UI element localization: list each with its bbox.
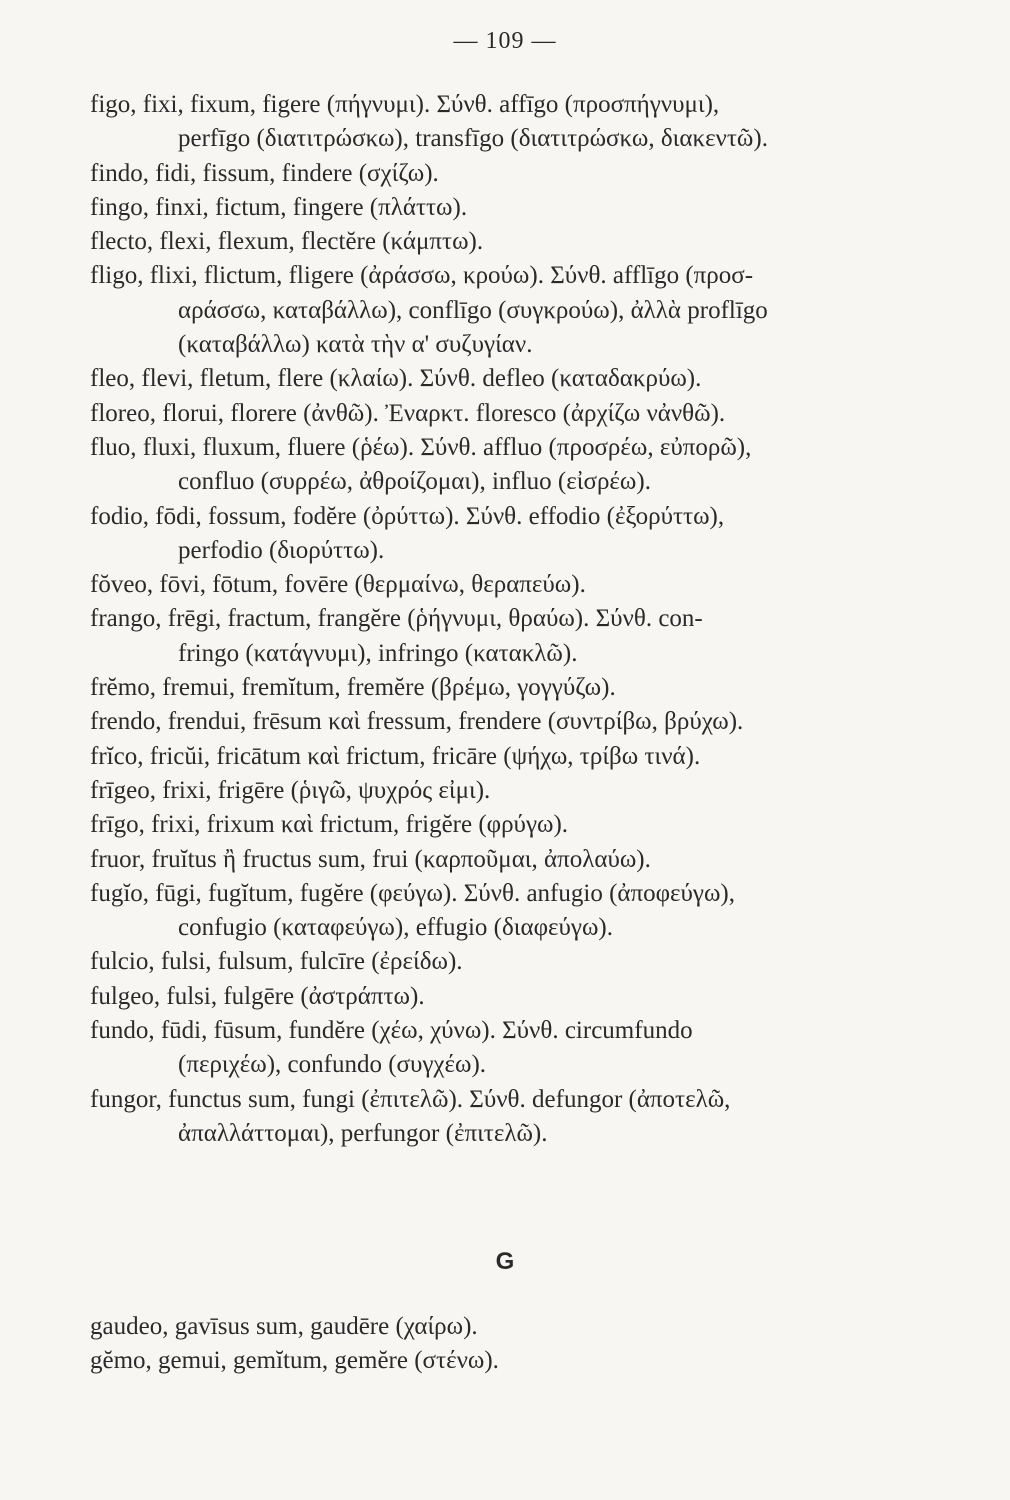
entry-headline: fingo, finxi, fictum, fingere (πλάττω). [90, 193, 468, 221]
entry-continuation: ἀπαλλάττομαι), perfungor (ἐπιτελῶ). [178, 1119, 548, 1147]
entry-headline: fungor, functus sum, fungi (ἐπιτελῶ). Σύνθ. defungor (ἀποτελῶ, [90, 1085, 731, 1113]
entry-headline: frīgeo, frixi, frigēre (ῥιγῶ, ψυχρός εἰμι). [90, 776, 491, 804]
entries-f [90, 88, 950, 1151]
entry-continuation: (καταβάλλω) κατὰ τὴν α' συζυγίαν. [178, 331, 533, 359]
dictionary-entry [90, 191, 950, 225]
dictionary-entry [90, 431, 950, 500]
dictionary-entry [90, 1310, 950, 1344]
dictionary-entry [90, 88, 950, 157]
entry-headline: fulcio, fulsi, fulsum, fulcīre (ἐρείδω). [90, 948, 463, 976]
entry-headline: floreo, florui, florere (ἀνθῶ). Ἐναρκτ. floresco (ἀρχίζω νἀνθῶ). [90, 399, 726, 427]
dictionary-entry [90, 740, 950, 774]
dictionary-entry [90, 671, 950, 705]
dictionary-entry [90, 877, 950, 946]
entry-headline: fŏveo, fōvi, fōtum, fovēre (θερμαίνω, θεραπεύω). [90, 571, 586, 599]
entry-headline: fluo, fluxi, fluxum, fluere (ῥέω). Σύνθ. affluo (προσρέω, εὐπορῶ), [90, 433, 752, 461]
entry-headline: frīgo, frixi, frixum καὶ frictum, frigĕre (φρύγω). [90, 811, 569, 839]
entry-headline: findo, fidi, fissum, findere (σχίζω). [90, 159, 439, 187]
dictionary-entry [90, 500, 950, 569]
dictionary-entry [90, 808, 950, 842]
dictionary-entry [90, 774, 950, 808]
entry-continuation: perfīgo (διατιτρώσκω), transfīgo (διατιτρώσκω, διακεντῶ). [178, 125, 768, 153]
page-number: — 109 — [453, 28, 557, 54]
entry-headline: figo, fixi, fixum, figere (πήγνυμι). Σύνθ. affīgo (προσπήγνυμι), [90, 91, 720, 118]
dictionary-entry [90, 225, 950, 259]
entry-continuation: fringo (κατάγνυμι), infringo (κατακλῶ). [178, 639, 578, 667]
dictionary-entry [90, 568, 950, 602]
section-letter: G [495, 1248, 515, 1275]
entry-headline: fodio, fōdi, fossum, fodĕre (ὀρύττω). Σύνθ. effodio (ἐξορύττω), [90, 502, 725, 530]
dictionary-entry [90, 362, 950, 396]
dictionary-entry [90, 157, 950, 191]
dictionary-entry [90, 259, 950, 362]
entry-headline: fulgeo, fulsi, fulgēre (ἀστράπτω). [90, 982, 425, 1010]
entry-headline: flecto, flexi, flexum, flectĕre (κάμπτω). [90, 228, 484, 256]
dictionary-entry [90, 843, 950, 877]
entry-headline: frĭco, fricŭi, fricātum καὶ frictum, fricāre (ψήχω, τρίβω τινά). [90, 742, 701, 770]
dictionary-entry [90, 1083, 950, 1152]
entry-continuation: confluo (συρρέω, ἀθροίζομαι), influo (εἰσρέω). [178, 468, 651, 496]
entry-headline: frĕmo, fremui, fremĭtum, fremĕre (βρέμω, γογγύζω). [90, 674, 616, 702]
entry-headline: fruor, fruĭtus ἢ fructus sum, frui (καρποῦμαι, ἀπολαύω). [90, 845, 651, 873]
entry-headline: frango, frēgi, fractum, frangĕre (ῥήγνυμι, θραύω). Σύνθ. con- [90, 605, 703, 633]
entry-headline: fundo, fūdi, fūsum, fundĕre (χέω, χύνω). Σύνθ. circumfundo [90, 1017, 693, 1045]
entry-headline: gĕmo, gemui, gemĭtum, gemĕre (στένω). [90, 1347, 499, 1375]
dictionary-entry [90, 1344, 950, 1378]
entry-continuation: confugio (καταφεύγω), effugio (διαφεύγω). [178, 914, 613, 942]
entry-continuation: (περιχέω), confundo (συγχέω). [178, 1051, 487, 1079]
entry-continuation: αράσσω, καταβάλλω), conflīgo (συγκρούω), ἀλλὰ proflīgo [178, 296, 768, 324]
dictionary-entry [90, 1014, 950, 1083]
entry-headline: gaudeo, gavīsus sum, gaudēre (χαίρω). [90, 1313, 478, 1340]
entry-headline: fugĭo, fūgi, fugĭtum, fugĕre (φεύγω). Σύνθ. anfugio (ἀποφεύγω), [90, 879, 736, 907]
entry-continuation: perfodio (διορύττω). [178, 536, 385, 564]
entry-headline: frendo, frendui, frēsum καὶ fressum, frendere (συντρίβω, βρύχω). [90, 708, 744, 736]
entry-headline: fligo, flixi, flictum, fligere (ἀράσσω, κρούω). Σύνθ. afflīgo (προσ- [90, 262, 754, 290]
entries-g [90, 1310, 950, 1379]
entry-headline: fleo, flevi, fletum, flere (κλαίω). Σύνθ. defleo (καταδακρύω). [90, 365, 702, 393]
dictionary-entry [90, 980, 950, 1014]
dictionary-entry [90, 397, 950, 431]
dictionary-entry [90, 945, 950, 979]
dictionary-entry [90, 602, 950, 671]
dictionary-entry [90, 705, 950, 739]
